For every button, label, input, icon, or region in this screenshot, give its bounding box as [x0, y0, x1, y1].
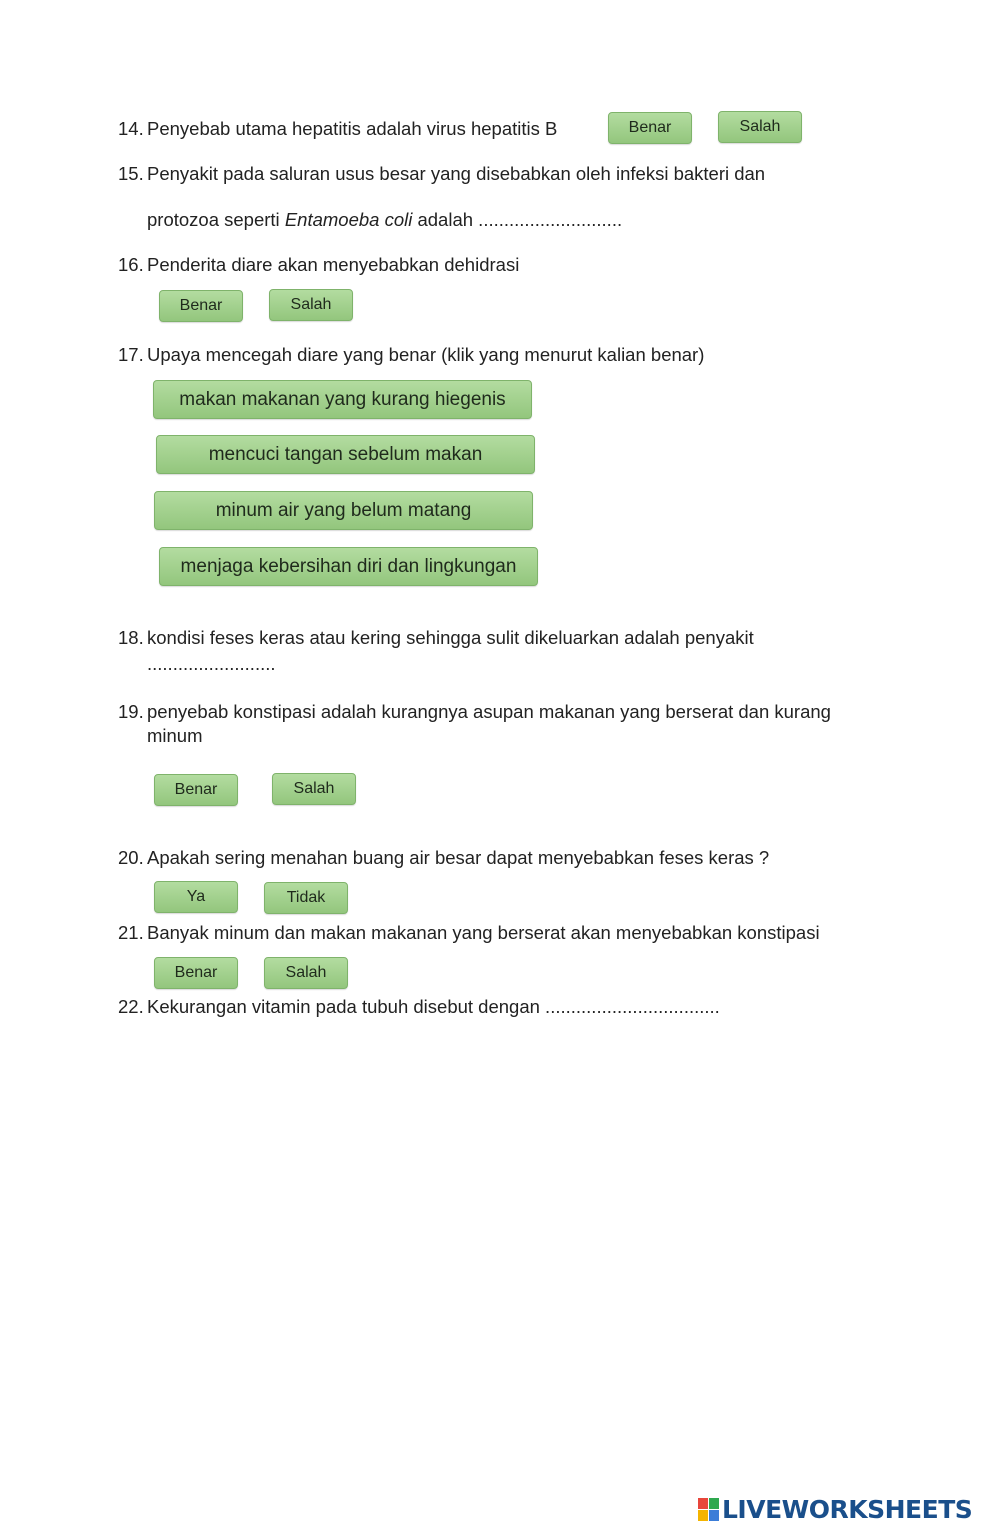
logo-mark-icon	[698, 1498, 719, 1521]
question-number: 14.	[118, 118, 144, 139]
question-number: 15.	[118, 163, 144, 184]
answer-tidak-button-20[interactable]: Tidak	[264, 882, 348, 914]
logo-text: LIVEWORKSHEETS	[722, 1494, 973, 1524]
question-text: Upaya mencegah diare yang benar (klik yang menurut kalian benar)	[147, 344, 705, 365]
question-number: 21.	[118, 922, 144, 943]
answer-salah-button-14[interactable]: Salah	[718, 111, 802, 143]
answer-benar-button-19[interactable]: Benar	[154, 774, 238, 806]
question-text-pre: protozoa seperti	[147, 209, 285, 230]
question-text: Penyebab utama hepatitis adalah virus hepatitis B	[147, 118, 558, 139]
question-number: 22.	[118, 996, 144, 1017]
choice-option-2[interactable]: mencuci tangan sebelum makan	[156, 435, 535, 474]
liveworksheets-logo	[698, 1494, 972, 1524]
choice-option-3[interactable]: minum air yang belum matang	[154, 491, 533, 530]
answer-benar-button-14[interactable]: Benar	[608, 112, 692, 144]
answer-salah-button-16[interactable]: Salah	[269, 289, 353, 321]
choice-option-1[interactable]: makan makanan yang kurang hiegenis	[153, 380, 532, 419]
question-number: 16.	[118, 254, 144, 275]
question-number: 19.	[118, 701, 144, 722]
question-text: penyebab konstipasi adalah kurangnya asupan makanan yang berserat dan kurang	[147, 701, 831, 722]
question-text: minum	[147, 725, 203, 746]
question-number: 18.	[118, 627, 144, 648]
answer-blank[interactable]: .........................	[147, 653, 276, 674]
answer-salah-button-19[interactable]: Salah	[272, 773, 356, 805]
question-number: 17.	[118, 344, 144, 365]
answer-benar-button-21[interactable]: Benar	[154, 957, 238, 989]
choice-option-4[interactable]: menjaga kebersihan diri dan lingkungan	[159, 547, 538, 586]
question-text: kondisi feses keras atau kering sehingga sulit dikeluarkan adalah penyakit	[147, 627, 754, 648]
species-name: Entamoeba coli	[284, 209, 413, 230]
answer-salah-button-21[interactable]: Salah	[264, 957, 348, 989]
question-number: 20.	[118, 847, 144, 868]
answer-blank[interactable]: adalah ............................	[412, 209, 623, 230]
question-text: Penyakit pada saluran usus besar yang disebabkan oleh infeksi bakteri dan	[147, 163, 766, 184]
question-text: Apakah sering menahan buang air besar dapat menyebabkan feses keras ?	[147, 847, 770, 868]
answer-ya-button-20[interactable]: Ya	[154, 881, 238, 913]
question-text: Penderita diare akan menyebabkan dehidrasi	[147, 254, 520, 275]
question-text: Banyak minum dan makan makanan yang berserat akan menyebabkan konstipasi	[147, 922, 820, 943]
question-text: Kekurangan vitamin pada tubuh disebut dengan ..................................	[147, 996, 720, 1017]
answer-benar-button-16[interactable]: Benar	[159, 290, 243, 322]
